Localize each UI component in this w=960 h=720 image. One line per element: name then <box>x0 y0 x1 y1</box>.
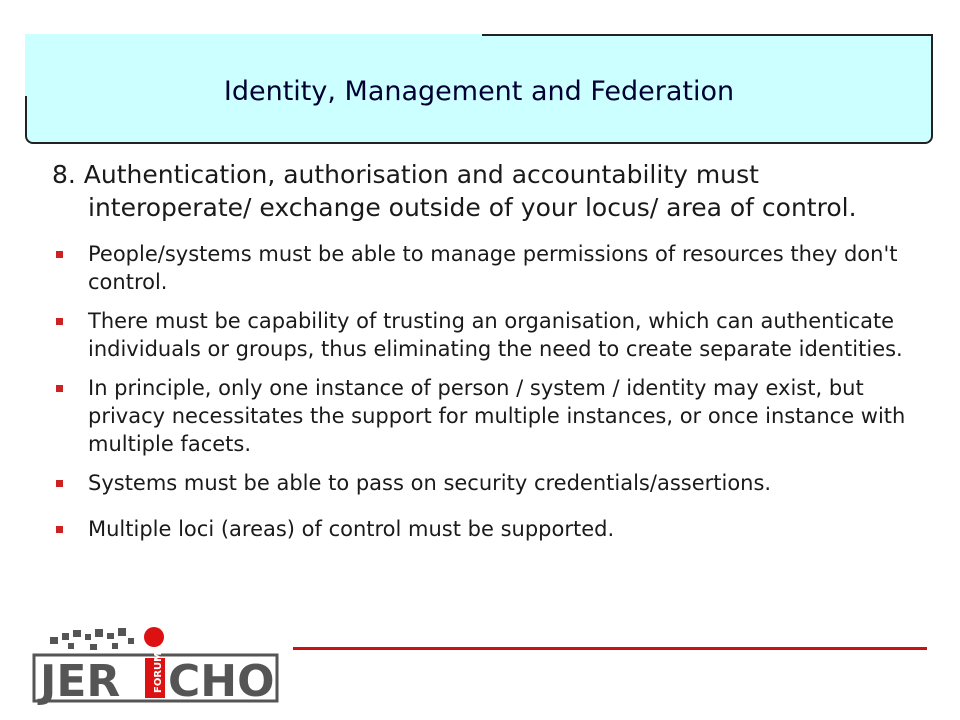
logo-wordmark: JER <box>40 656 121 705</box>
slide-body <box>52 158 912 554</box>
bullet-text: Systems must be able to pass on security credentials/assertions. <box>88 471 772 495</box>
bullet-item <box>52 515 912 543</box>
logo-dot <box>144 627 164 647</box>
square-bullet-icon <box>56 318 63 325</box>
square-bullet-icon <box>56 480 63 487</box>
bullet-text: People/systems must be able to manage permissions of resources they don't control. <box>88 242 898 294</box>
logo-pixel-pattern <box>50 628 134 650</box>
jericho-forum-logo <box>28 625 284 705</box>
slide-title: Identity, Management and Federation <box>223 76 735 107</box>
lead-paragraph: 8. Authentication, authorisation and accountability must interoperate/ exchange outside of your locus/ area of control. <box>52 160 857 222</box>
square-bullet-icon <box>56 526 63 533</box>
bullet-list <box>52 240 912 543</box>
bullet-text: There must be capability of trusting an organisation, which can authenticate individuals or groups, thus eliminating the need to create separate identities. <box>88 309 903 361</box>
bullet-item <box>52 374 912 458</box>
square-bullet-icon <box>56 385 63 392</box>
title-banner <box>25 34 933 144</box>
bullet-item <box>52 307 912 363</box>
footer-rule <box>293 647 927 650</box>
bullet-item <box>52 240 912 296</box>
bullet-item <box>52 469 912 497</box>
square-bullet-icon <box>56 251 63 258</box>
bullet-text: In principle, only one instance of person / system / identity may exist, but privacy necessitates the support for multiple instances, or once instance with multiple facets. <box>88 376 906 456</box>
logo-forum-text: FORUM <box>153 651 164 693</box>
bullet-text: Multiple loci (areas) of control must be supported. <box>88 517 615 541</box>
title-banner-top-border <box>482 34 933 36</box>
logo-wordmark-end: CHO <box>168 656 275 705</box>
